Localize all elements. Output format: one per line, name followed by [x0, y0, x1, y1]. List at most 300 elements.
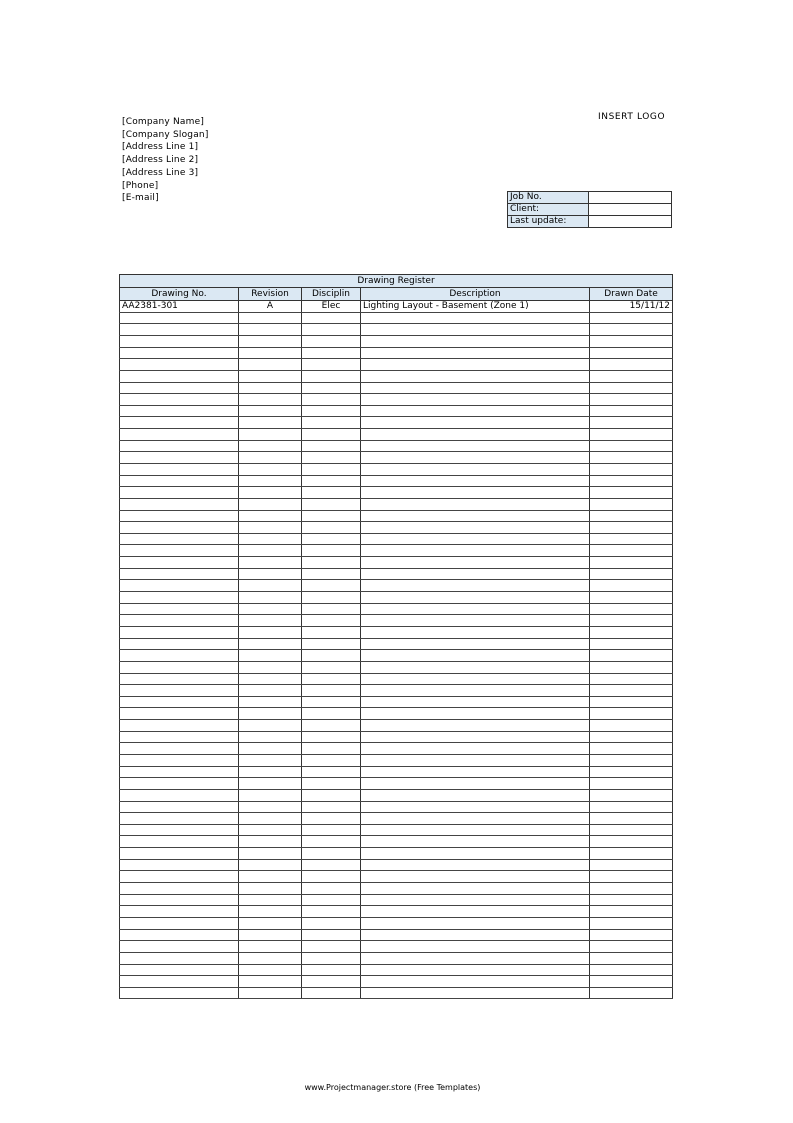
drawing-no-cell[interactable] [120, 417, 239, 429]
drawing-no-cell[interactable] [120, 452, 239, 464]
drawn-date-cell[interactable] [590, 429, 673, 441]
drawn-date-cell[interactable] [590, 917, 673, 929]
revision-cell[interactable] [239, 545, 302, 557]
drawn-date-cell[interactable] [590, 626, 673, 638]
discipline-cell[interactable] [302, 359, 361, 371]
drawn-date-cell[interactable] [590, 929, 673, 941]
drawn-date-cell[interactable] [590, 533, 673, 545]
discipline-cell[interactable] [302, 568, 361, 580]
drawing-no-cell[interactable] [120, 545, 239, 557]
drawn-date-cell[interactable] [590, 743, 673, 755]
drawn-date-cell[interactable] [590, 615, 673, 627]
drawn-date-cell[interactable] [590, 580, 673, 592]
discipline-cell[interactable] [302, 382, 361, 394]
discipline-cell[interactable] [302, 522, 361, 534]
drawn-date-cell[interactable] [590, 673, 673, 685]
discipline-cell[interactable] [302, 487, 361, 499]
drawing-no-cell[interactable] [120, 370, 239, 382]
description-cell[interactable] [361, 824, 590, 836]
discipline-cell[interactable] [302, 347, 361, 359]
drawn-date-cell[interactable] [590, 405, 673, 417]
revision-cell[interactable] [239, 580, 302, 592]
drawn-date-cell[interactable] [590, 813, 673, 825]
drawn-date-cell[interactable] [590, 335, 673, 347]
revision-cell[interactable] [239, 638, 302, 650]
revision-cell[interactable] [239, 964, 302, 976]
revision-cell[interactable] [239, 487, 302, 499]
description-cell[interactable] [361, 650, 590, 662]
revision-cell[interactable] [239, 324, 302, 336]
revision-cell[interactable] [239, 370, 302, 382]
discipline-cell[interactable] [302, 545, 361, 557]
revision-cell[interactable] [239, 312, 302, 324]
drawing-no-cell[interactable] [120, 836, 239, 848]
description-cell[interactable] [361, 987, 590, 999]
client-value[interactable] [589, 204, 672, 216]
drawing-no-cell[interactable] [120, 696, 239, 708]
description-cell[interactable] [361, 359, 590, 371]
drawing-no-cell[interactable] [120, 673, 239, 685]
drawn-date-cell[interactable] [590, 894, 673, 906]
discipline-cell[interactable] [302, 696, 361, 708]
revision-cell[interactable] [239, 452, 302, 464]
drawn-date-cell[interactable] [590, 848, 673, 860]
revision-cell[interactable] [239, 592, 302, 604]
drawing-no-cell[interactable] [120, 347, 239, 359]
discipline-cell[interactable] [302, 929, 361, 941]
revision-cell[interactable] [239, 626, 302, 638]
discipline-cell[interactable] [302, 370, 361, 382]
revision-cell[interactable] [239, 883, 302, 895]
discipline-cell[interactable] [302, 335, 361, 347]
revision-cell[interactable] [239, 824, 302, 836]
discipline-cell[interactable]: Elec [302, 301, 361, 313]
job-no-value[interactable] [589, 192, 672, 204]
description-cell[interactable] [361, 557, 590, 569]
revision-cell[interactable] [239, 836, 302, 848]
revision-cell[interactable] [239, 440, 302, 452]
discipline-cell[interactable] [302, 766, 361, 778]
drawn-date-cell[interactable] [590, 859, 673, 871]
last-update-value[interactable] [589, 216, 672, 228]
drawn-date-cell[interactable] [590, 638, 673, 650]
description-cell[interactable] [361, 685, 590, 697]
revision-cell[interactable] [239, 429, 302, 441]
revision-cell[interactable] [239, 475, 302, 487]
discipline-cell[interactable] [302, 510, 361, 522]
description-cell[interactable] [361, 370, 590, 382]
description-cell[interactable] [361, 405, 590, 417]
revision-cell[interactable] [239, 859, 302, 871]
discipline-cell[interactable] [302, 778, 361, 790]
discipline-cell[interactable] [302, 650, 361, 662]
discipline-cell[interactable] [302, 789, 361, 801]
revision-cell[interactable] [239, 731, 302, 743]
discipline-cell[interactable] [302, 626, 361, 638]
drawn-date-cell[interactable] [590, 976, 673, 988]
drawing-no-cell[interactable] [120, 650, 239, 662]
description-cell[interactable] [361, 592, 590, 604]
drawing-no-cell[interactable] [120, 894, 239, 906]
drawn-date-cell[interactable] [590, 731, 673, 743]
drawing-no-cell[interactable] [120, 976, 239, 988]
drawn-date-cell[interactable] [590, 755, 673, 767]
drawing-no-cell[interactable] [120, 801, 239, 813]
description-cell[interactable] [361, 906, 590, 918]
drawing-no-cell[interactable] [120, 498, 239, 510]
description-cell[interactable] [361, 475, 590, 487]
revision-cell[interactable] [239, 347, 302, 359]
drawn-date-cell[interactable] [590, 871, 673, 883]
description-cell[interactable] [361, 778, 590, 790]
description-cell[interactable] [361, 510, 590, 522]
discipline-cell[interactable] [302, 755, 361, 767]
discipline-cell[interactable] [302, 533, 361, 545]
drawing-no-cell[interactable] [120, 929, 239, 941]
description-cell[interactable] [361, 801, 590, 813]
drawn-date-cell[interactable] [590, 987, 673, 999]
discipline-cell[interactable] [302, 312, 361, 324]
revision-cell[interactable] [239, 603, 302, 615]
description-cell[interactable] [361, 743, 590, 755]
revision-cell[interactable] [239, 382, 302, 394]
description-cell[interactable] [361, 568, 590, 580]
drawing-no-cell[interactable] [120, 522, 239, 534]
drawn-date-cell[interactable] [590, 789, 673, 801]
drawn-date-cell[interactable] [590, 801, 673, 813]
drawing-no-cell[interactable] [120, 778, 239, 790]
drawn-date-cell[interactable] [590, 708, 673, 720]
description-cell[interactable] [361, 813, 590, 825]
description-cell[interactable] [361, 673, 590, 685]
discipline-cell[interactable] [302, 894, 361, 906]
revision-cell[interactable] [239, 952, 302, 964]
revision-cell[interactable] [239, 976, 302, 988]
drawing-no-cell[interactable] [120, 813, 239, 825]
drawn-date-cell[interactable] [590, 522, 673, 534]
drawn-date-cell[interactable] [590, 417, 673, 429]
drawing-no-cell[interactable] [120, 335, 239, 347]
drawn-date-cell[interactable] [590, 359, 673, 371]
revision-cell[interactable] [239, 661, 302, 673]
discipline-cell[interactable] [302, 720, 361, 732]
drawing-no-cell[interactable] [120, 743, 239, 755]
description-cell[interactable] [361, 952, 590, 964]
drawing-no-cell[interactable] [120, 987, 239, 999]
description-cell[interactable] [361, 463, 590, 475]
drawing-no-cell[interactable] [120, 440, 239, 452]
discipline-cell[interactable] [302, 592, 361, 604]
drawing-no-cell[interactable] [120, 661, 239, 673]
drawing-no-cell[interactable] [120, 917, 239, 929]
drawn-date-cell[interactable] [590, 906, 673, 918]
description-cell[interactable] [361, 452, 590, 464]
discipline-cell[interactable] [302, 673, 361, 685]
drawing-no-cell[interactable] [120, 685, 239, 697]
drawing-no-cell[interactable] [120, 906, 239, 918]
discipline-cell[interactable] [302, 475, 361, 487]
discipline-cell[interactable] [302, 941, 361, 953]
discipline-cell[interactable] [302, 452, 361, 464]
drawn-date-cell[interactable] [590, 685, 673, 697]
discipline-cell[interactable] [302, 429, 361, 441]
drawn-date-cell[interactable] [590, 592, 673, 604]
description-cell[interactable] [361, 440, 590, 452]
discipline-cell[interactable] [302, 859, 361, 871]
drawing-no-cell[interactable] [120, 789, 239, 801]
description-cell[interactable] [361, 929, 590, 941]
description-cell[interactable] [361, 626, 590, 638]
revision-cell[interactable] [239, 696, 302, 708]
revision-cell[interactable] [239, 650, 302, 662]
drawing-no-cell[interactable] [120, 568, 239, 580]
drawing-no-cell[interactable] [120, 557, 239, 569]
drawn-date-cell[interactable] [590, 487, 673, 499]
description-cell[interactable] [361, 917, 590, 929]
revision-cell[interactable] [239, 755, 302, 767]
discipline-cell[interactable] [302, 952, 361, 964]
drawing-no-cell[interactable] [120, 324, 239, 336]
revision-cell[interactable]: A [239, 301, 302, 313]
drawing-no-cell[interactable] [120, 463, 239, 475]
drawn-date-cell[interactable] [590, 650, 673, 662]
discipline-cell[interactable] [302, 824, 361, 836]
drawing-no-cell[interactable] [120, 824, 239, 836]
revision-cell[interactable] [239, 871, 302, 883]
drawn-date-cell[interactable] [590, 952, 673, 964]
drawing-no-cell[interactable] [120, 603, 239, 615]
revision-cell[interactable] [239, 615, 302, 627]
revision-cell[interactable] [239, 557, 302, 569]
description-cell[interactable] [361, 545, 590, 557]
description-cell[interactable] [361, 871, 590, 883]
drawn-date-cell[interactable] [590, 510, 673, 522]
description-cell[interactable] [361, 720, 590, 732]
drawing-no-cell[interactable] [120, 871, 239, 883]
description-cell[interactable] [361, 731, 590, 743]
revision-cell[interactable] [239, 848, 302, 860]
discipline-cell[interactable] [302, 440, 361, 452]
revision-cell[interactable] [239, 568, 302, 580]
drawn-date-cell[interactable] [590, 324, 673, 336]
discipline-cell[interactable] [302, 743, 361, 755]
revision-cell[interactable] [239, 941, 302, 953]
drawn-date-cell[interactable] [590, 312, 673, 324]
drawn-date-cell[interactable] [590, 836, 673, 848]
revision-cell[interactable] [239, 778, 302, 790]
revision-cell[interactable] [239, 463, 302, 475]
description-cell[interactable] [361, 836, 590, 848]
description-cell[interactable] [361, 638, 590, 650]
drawing-no-cell[interactable] [120, 533, 239, 545]
drawn-date-cell[interactable] [590, 557, 673, 569]
description-cell[interactable] [361, 859, 590, 871]
description-cell[interactable] [361, 324, 590, 336]
drawn-date-cell[interactable] [590, 941, 673, 953]
drawing-no-cell[interactable] [120, 708, 239, 720]
drawing-no-cell[interactable] [120, 638, 239, 650]
drawn-date-cell[interactable] [590, 347, 673, 359]
description-cell[interactable] [361, 766, 590, 778]
description-cell[interactable] [361, 848, 590, 860]
drawing-no-cell[interactable] [120, 941, 239, 953]
drawn-date-cell[interactable] [590, 498, 673, 510]
drawing-no-cell[interactable] [120, 755, 239, 767]
revision-cell[interactable] [239, 894, 302, 906]
revision-cell[interactable] [239, 394, 302, 406]
drawing-no-cell[interactable] [120, 592, 239, 604]
description-cell[interactable] [361, 394, 590, 406]
revision-cell[interactable] [239, 673, 302, 685]
drawing-no-cell[interactable] [120, 720, 239, 732]
discipline-cell[interactable] [302, 394, 361, 406]
drawn-date-cell[interactable] [590, 568, 673, 580]
revision-cell[interactable] [239, 720, 302, 732]
revision-cell[interactable] [239, 743, 302, 755]
discipline-cell[interactable] [302, 836, 361, 848]
discipline-cell[interactable] [302, 685, 361, 697]
discipline-cell[interactable] [302, 603, 361, 615]
discipline-cell[interactable] [302, 813, 361, 825]
revision-cell[interactable] [239, 405, 302, 417]
revision-cell[interactable] [239, 522, 302, 534]
revision-cell[interactable] [239, 533, 302, 545]
drawn-date-cell[interactable] [590, 394, 673, 406]
discipline-cell[interactable] [302, 580, 361, 592]
drawing-no-cell[interactable] [120, 952, 239, 964]
discipline-cell[interactable] [302, 987, 361, 999]
description-cell[interactable] [361, 382, 590, 394]
description-cell[interactable] [361, 894, 590, 906]
description-cell[interactable] [361, 603, 590, 615]
description-cell[interactable] [361, 312, 590, 324]
description-cell[interactable] [361, 498, 590, 510]
drawing-no-cell[interactable] [120, 394, 239, 406]
discipline-cell[interactable] [302, 917, 361, 929]
description-cell[interactable] [361, 883, 590, 895]
drawing-no-cell[interactable] [120, 510, 239, 522]
discipline-cell[interactable] [302, 871, 361, 883]
revision-cell[interactable] [239, 510, 302, 522]
revision-cell[interactable] [239, 766, 302, 778]
description-cell[interactable] [361, 522, 590, 534]
revision-cell[interactable] [239, 498, 302, 510]
discipline-cell[interactable] [302, 848, 361, 860]
discipline-cell[interactable] [302, 906, 361, 918]
drawn-date-cell[interactable] [590, 545, 673, 557]
drawn-date-cell[interactable]: 15/11/12 [590, 301, 673, 313]
discipline-cell[interactable] [302, 638, 361, 650]
description-cell[interactable] [361, 335, 590, 347]
description-cell[interactable] [361, 429, 590, 441]
description-cell[interactable] [361, 615, 590, 627]
drawing-no-cell[interactable] [120, 731, 239, 743]
description-cell[interactable] [361, 487, 590, 499]
drawing-no-cell[interactable] [120, 487, 239, 499]
drawing-no-cell[interactable] [120, 475, 239, 487]
drawn-date-cell[interactable] [590, 603, 673, 615]
drawing-no-cell[interactable] [120, 626, 239, 638]
drawn-date-cell[interactable] [590, 778, 673, 790]
drawing-no-cell[interactable] [120, 964, 239, 976]
revision-cell[interactable] [239, 987, 302, 999]
drawn-date-cell[interactable] [590, 463, 673, 475]
revision-cell[interactable] [239, 708, 302, 720]
description-cell[interactable] [361, 533, 590, 545]
drawn-date-cell[interactable] [590, 475, 673, 487]
discipline-cell[interactable] [302, 324, 361, 336]
description-cell[interactable] [361, 976, 590, 988]
description-cell[interactable] [361, 347, 590, 359]
drawing-no-cell[interactable] [120, 766, 239, 778]
drawing-no-cell[interactable] [120, 382, 239, 394]
discipline-cell[interactable] [302, 801, 361, 813]
revision-cell[interactable] [239, 417, 302, 429]
revision-cell[interactable] [239, 789, 302, 801]
discipline-cell[interactable] [302, 417, 361, 429]
drawn-date-cell[interactable] [590, 382, 673, 394]
discipline-cell[interactable] [302, 463, 361, 475]
discipline-cell[interactable] [302, 708, 361, 720]
revision-cell[interactable] [239, 801, 302, 813]
discipline-cell[interactable] [302, 557, 361, 569]
drawing-no-cell[interactable] [120, 312, 239, 324]
drawing-no-cell[interactable] [120, 580, 239, 592]
drawing-no-cell[interactable] [120, 429, 239, 441]
drawn-date-cell[interactable] [590, 824, 673, 836]
description-cell[interactable] [361, 580, 590, 592]
revision-cell[interactable] [239, 813, 302, 825]
discipline-cell[interactable] [302, 615, 361, 627]
revision-cell[interactable] [239, 335, 302, 347]
revision-cell[interactable] [239, 359, 302, 371]
description-cell[interactable] [361, 708, 590, 720]
discipline-cell[interactable] [302, 964, 361, 976]
discipline-cell[interactable] [302, 883, 361, 895]
revision-cell[interactable] [239, 929, 302, 941]
description-cell[interactable] [361, 417, 590, 429]
drawing-no-cell[interactable]: AA2381-301 [120, 301, 239, 313]
drawing-no-cell[interactable] [120, 848, 239, 860]
discipline-cell[interactable] [302, 661, 361, 673]
description-cell[interactable] [361, 964, 590, 976]
drawing-no-cell[interactable] [120, 615, 239, 627]
description-cell[interactable] [361, 789, 590, 801]
discipline-cell[interactable] [302, 976, 361, 988]
revision-cell[interactable] [239, 685, 302, 697]
drawn-date-cell[interactable] [590, 440, 673, 452]
drawn-date-cell[interactable] [590, 883, 673, 895]
description-cell[interactable] [361, 696, 590, 708]
drawn-date-cell[interactable] [590, 720, 673, 732]
drawn-date-cell[interactable] [590, 964, 673, 976]
drawing-no-cell[interactable] [120, 359, 239, 371]
drawn-date-cell[interactable] [590, 452, 673, 464]
discipline-cell[interactable] [302, 731, 361, 743]
description-cell[interactable]: Lighting Layout - Basement (Zone 1) [361, 301, 590, 313]
drawing-no-cell[interactable] [120, 859, 239, 871]
revision-cell[interactable] [239, 917, 302, 929]
description-cell[interactable] [361, 661, 590, 673]
drawn-date-cell[interactable] [590, 370, 673, 382]
drawn-date-cell[interactable] [590, 696, 673, 708]
drawing-no-cell[interactable] [120, 883, 239, 895]
description-cell[interactable] [361, 755, 590, 767]
drawn-date-cell[interactable] [590, 766, 673, 778]
revision-cell[interactable] [239, 906, 302, 918]
drawn-date-cell[interactable] [590, 661, 673, 673]
discipline-cell[interactable] [302, 498, 361, 510]
